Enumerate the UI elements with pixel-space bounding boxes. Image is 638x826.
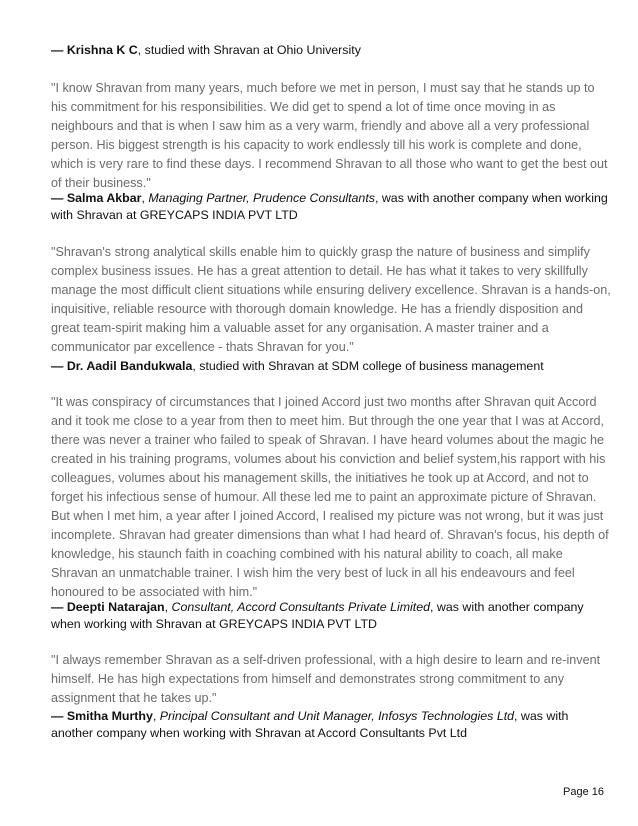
attribution-krishna — [51, 42, 611, 59]
attribution-smitha: — Smitha Murthy, Principal Consultant and Unit Manager, Infosys Technologies Ltd, was with another company when working with Shravan at Accord Consultants Pvt Ltd — [51, 709, 569, 740]
author-name: — Dr. Aadil Bandukwala — [51, 359, 193, 373]
attribution-text: , was with another company when working with Shravan at GREYCAPS INDIA PVT LTD — [51, 600, 584, 631]
author-role: Principal Consultant and Unit Manager, Infosys Technologies Ltd — [159, 709, 515, 723]
attribution-aadil — [51, 358, 611, 375]
attribution-deepti: — Deepti Natarajan, Consultant, Accord Consultants Private Limited, was with another company when working with Shravan at GREYCAPS INDIA PVT LTD — [51, 600, 584, 631]
author-role: Managing Partner, Prudence Consultants — [148, 191, 375, 205]
attribution-salma: — Salma Akbar, Managing Partner, Prudence Consultants, was with another company when working with Shravan at GREYCAPS INDIA PVT LTD — [51, 191, 608, 222]
page-number: Page 16 — [563, 786, 604, 798]
testimonial-quote-1: "I know Shravan from many years, much before we met in person, I must say that he stands up to his commitment for his responsibilities. We did get to spend a lot of time once moving in as neighbours and that is when I saw him as a very warm, friendly and above all a very professional person. His biggest strength is his capacity to work endlessly till his work is complete and done, which is very rare to find these days. I recommend Shravan to all those who want to get the best out of their business." — [51, 81, 608, 190]
author-name: — Salma Akbar — [51, 191, 142, 205]
testimonial-quote-4: "I always remember Shravan as a self-driven professional, with a high desire to learn and re-invent himself. He has high expectations from himself and demonstrates strong commitment to any assignment that he takes up." — [51, 653, 601, 705]
attribution-text: , studied with Shravan at SDM college of business management — [192, 359, 544, 373]
attribution-text: , was with another company when working with Shravan at Accord Consultants Pvt Ltd — [51, 709, 569, 740]
testimonial-quote-3: "It was conspiracy of circumstances that I joined Accord just two months after Shravan quit Accord and it took me close to a year from then to meet him. But through the one year that I was at Accord, there was never a trainer who failed to speak of Shravan. I have heard volumes about the magic he created in his training programs, volumes about his conviction and belief system,his rapport with his colleagues, volumes about his management skills, the initiatives he took up at Accord, and not to forget his infectious sense of humour. All these led me to paint an approximate picture of Shravan. But when I met him, a year after I joined Accord, I realised my picture was not wrong, but it was just incomplete. Shravan had greater dimensions than what I had heard of. Shravan's focus, his depth of knowledge, his staunch faith in coaching combined with his natural ability to coach, all make Shravan an unmatchable trainer. I wish him the very best of luck in all his endeavours and feel honoured to be associated with him." — [51, 395, 609, 599]
testimonial-quote-2: "Shravan's strong analytical skills enable him to quickly grasp the nature of business and simplify complex business issues. He has a great attention to detail. He has what it takes to very skillfully manage the most difficult client situations while ensuring delivery excellence. Shravan is a hands-on, inquisitive, reliable resource with thorough domain knowledge. He has a friendly disposition and great team-spirit making him a valuable asset for any organisation. A master trainer and a communicator par excellence - thats Shravan for you." — [51, 245, 611, 354]
author-name: — Deepti Natarajan — [51, 600, 165, 614]
attribution-text: , was with another company when working with Shravan at GREYCAPS INDIA PVT LTD — [51, 191, 608, 222]
author-name: — Krishna K C — [51, 43, 138, 57]
author-role: Consultant, Accord Consultants Private Limited — [171, 600, 431, 614]
author-name: — Smitha Murthy — [51, 709, 153, 723]
attribution-text: , studied with Shravan at Ohio University — [137, 43, 361, 57]
